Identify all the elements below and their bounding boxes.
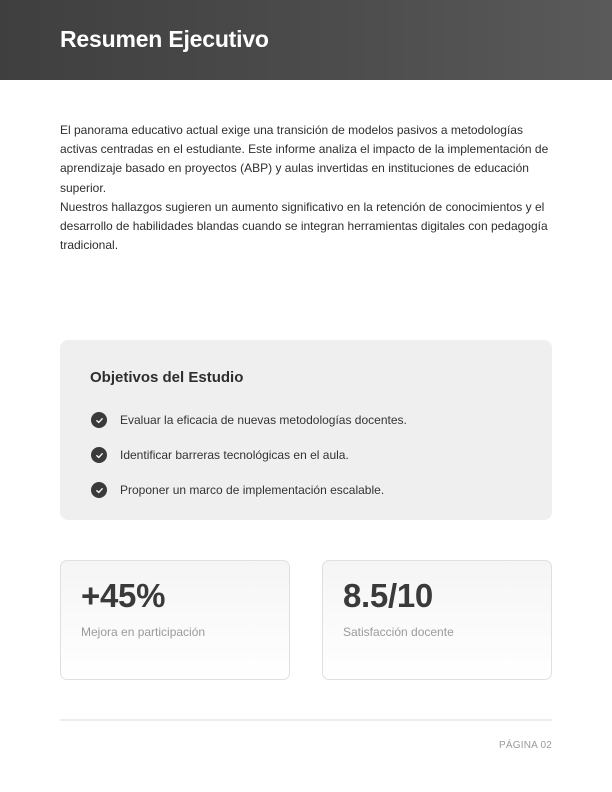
stat-card-participation <box>60 560 290 680</box>
objective-text: Identificar barreras tecnológicas en el aula. <box>120 448 349 462</box>
stat-label: Mejora en participación <box>81 625 206 639</box>
intro-paragraph-1: El panorama educativo actual exige una transición de modelos pasivos a metodologías activas centradas en el estudiante. Este informe analiza el impacto de la implementación de aprendizaje basado en proyectos (ABP) y aulas invertidas en instituciones de educación superior. <box>60 123 549 195</box>
stat-card-satisfaction <box>322 560 552 680</box>
page-header <box>0 0 612 80</box>
objective-item <box>91 411 407 429</box>
stat-label: Satisfacción docente <box>343 625 454 639</box>
check-circle-icon <box>91 412 107 428</box>
objective-text: Proponer un marco de implementación escalable. <box>120 483 385 497</box>
objective-item <box>91 481 384 499</box>
intro-paragraph-2: Nuestros hallazgos sugieren un aumento significativo en la retención de conocimientos y el desarrollo de habilidades blandas cuando se integran herramientas digitales con pedagogía tradicional. <box>60 199 548 253</box>
page-title: Resumen Ejecutivo <box>60 26 269 52</box>
objectives-title: Objetivos del Estudio <box>90 369 244 386</box>
objective-text: Evaluar la eficacia de nuevas metodologías docentes. <box>120 413 407 427</box>
intro-text <box>60 121 555 255</box>
stat-value: +45% <box>81 577 166 614</box>
footer-divider <box>60 719 552 721</box>
stat-value: 8.5/10 <box>343 577 433 614</box>
objectives-panel <box>60 340 552 520</box>
check-circle-icon <box>91 482 107 498</box>
objective-item <box>91 446 349 464</box>
check-circle-icon <box>91 447 107 463</box>
page-number: PÁGINA 02 <box>499 740 552 751</box>
